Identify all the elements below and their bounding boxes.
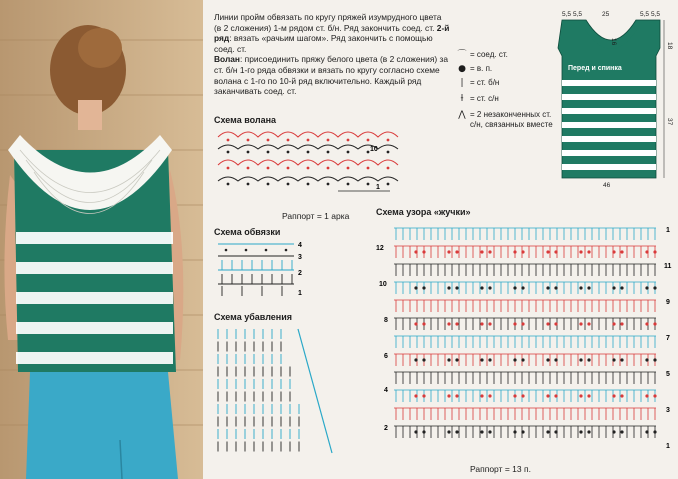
chain-dot [513,286,516,289]
chain-dot [521,358,524,361]
chain-dot [653,250,656,253]
chain-dot [645,358,648,361]
schematic-label: Перед и спинка [568,65,622,72]
chain-dot [447,394,450,397]
volan-chart-drawing [214,127,404,195]
chain-dot [612,358,615,361]
chain-dot [480,430,483,433]
zhuchki-chart-drawing [376,220,676,460]
chain-dot [554,358,557,361]
zhuchki-left-row-6: 6 [384,353,388,360]
chain-dot [554,394,557,397]
zhuchki-rapport: Раппорт = 13 п. [470,464,531,474]
chain-dot [488,250,491,253]
chain-dot [579,250,582,253]
chain-dot [447,322,450,325]
chain-dot [620,430,623,433]
chain-dot [414,430,417,433]
zhuchki-left-row-4: 4 [384,387,388,394]
dim-body-height: 37 [666,118,673,126]
chain-dot [521,394,524,397]
chain-dot [455,394,458,397]
chain-dot [645,430,648,433]
chain-dot [513,322,516,325]
double-crochet-icon: ƚ [460,94,464,104]
zhuchki-title: Схема узора «жучки» [376,207,471,217]
chain-dot [480,322,483,325]
volan-chart [214,127,404,195]
ubavlenie-chart [214,325,336,455]
volan-title: Схема волана [214,115,277,125]
zhuchki-right-row-11: 11 [664,263,672,270]
zhuchki-chart [376,220,676,460]
chain-dot [422,322,425,325]
zhuchki-right-row-7: 7 [666,335,670,342]
legend-row: ⋀ = 2 незаконченных ст. с/н, связанных вместе [454,110,558,130]
single-crochet-icon: | [460,78,464,88]
chain-dot [579,394,582,397]
chain-dot [480,394,483,397]
chain-dot [653,322,656,325]
dim-top-5: 5,5 [651,11,661,18]
chain-dot [513,250,516,253]
chain-dot [455,286,458,289]
obvyazka-title: Схема обвязки [214,227,281,237]
dim-top-1: 5,5 [562,11,572,18]
chain-dot [455,358,458,361]
chain-dot [414,286,417,289]
chain-dot [488,358,491,361]
chain-dot [612,286,615,289]
chain-dot [422,250,425,253]
garment-schematic [556,8,676,188]
chain-dot [546,358,549,361]
obvyazka-row-3: 3 [298,254,302,261]
chain-dot [645,250,648,253]
chain-dot [480,358,483,361]
chain-dot [645,394,648,397]
chain-dot [653,358,656,361]
chain-dot [521,430,524,433]
chain-dot [612,394,615,397]
chain-dot [480,250,483,253]
chain-dot [521,250,524,253]
chain-dot [455,250,458,253]
chain-dot [546,430,549,433]
zhuchki-right-row-9: 9 [666,299,670,306]
chain-dot [653,394,656,397]
obvyazka-row-2: 2 [298,270,302,277]
chain-dot [554,286,557,289]
dim-top-2: 5,5 [573,11,583,18]
ubavlenie-chart-drawing [214,325,336,455]
chain-dot [513,394,516,397]
zhuchki-left-row-2: 2 [384,425,388,432]
chain-dot [620,250,623,253]
chain-dot [579,358,582,361]
dim-neck-depth: 16 [610,38,617,46]
chain-dot [612,430,615,433]
zhuchki-right-row-1: 1 [666,443,670,450]
chain-dot [513,358,516,361]
chain-dot [447,250,450,253]
legend-row: ● = в. п. [454,64,558,74]
instructions-paragraph-1: Линии пройм обвязать по кругу пряжей изумрудного цвета (в 2 сложения) 1-м рядом ст. б/н. Ряд закончить соед. ст. 2-й ряд: вязать «рачьим шагом». Ряд закончить с помощью соед. ст. [214,12,450,54]
chain-dot [414,358,417,361]
model-photo-illustration [0,0,203,479]
schematic-drawing [556,8,676,188]
chain-dot [620,358,623,361]
obvyazka-chart [214,240,306,298]
chain-dot [645,322,648,325]
chain-dot [620,322,623,325]
volan-row-10: 10 [370,146,378,153]
chain-dot [546,250,549,253]
chain-dot [414,250,417,253]
chain-dot [488,430,491,433]
chain-dot [480,286,483,289]
chain-dot [620,394,623,397]
chain-dot [488,394,491,397]
volan-row-1: 1 [376,184,380,191]
obvyazka-chart-drawing [214,240,306,298]
chain-dot [546,322,549,325]
chain-dot [587,394,590,397]
chain-dot [620,286,623,289]
chain-dot [521,322,524,325]
chain-dot [612,250,615,253]
zhuchki-left-row-8: 8 [384,317,388,324]
chain-dot [521,286,524,289]
chain-dot [422,430,425,433]
chain-dot [422,286,425,289]
chain-dot [488,322,491,325]
chain-dot [447,286,450,289]
chain-dot [612,322,615,325]
chain-dot [587,322,590,325]
chain-dot [455,430,458,433]
legend-row: ⌒ = соед. ст. [454,50,558,60]
chain-dot [414,322,417,325]
chain-dot [645,286,648,289]
chain-dot [488,286,491,289]
chain-dot [546,286,549,289]
slip-stitch-icon: ⌒ [457,50,467,60]
chain-dot [447,430,450,433]
chain-dot [587,430,590,433]
chain-dot [554,250,557,253]
obvyazka-row-1: 1 [298,290,302,297]
dc2tog-icon: ⋀ [458,110,466,120]
chain-icon: ● [458,64,466,74]
chain-dot [579,430,582,433]
zhuchki-left-row-10: 10 [379,281,387,288]
chain-dot [447,358,450,361]
chain-dot [546,394,549,397]
instructions-text [214,12,450,97]
model-photo [0,0,203,479]
dim-armhole: 18 [666,42,673,50]
chain-dot [455,322,458,325]
dim-top-4: 5,5 [640,11,650,18]
dim-width: 46 [603,182,611,188]
instructions-paragraph-2: Волан: присоединить пряжу белого цвета (в 2 сложения) за ст. б/н 1-го ряда обвязки и вязать по кругу согласно схеме волана с 1-го по 10-й ряд включительно. Каждый ряд заканчивать соед. ст. [214,54,449,97]
zhuchki-right-row-3: 3 [666,407,670,414]
dim-top-3: 25 [602,11,610,18]
chain-dot [422,358,425,361]
chain-dot [579,322,582,325]
chain-dot [554,430,557,433]
chain-dot [587,286,590,289]
chain-dot [513,430,516,433]
chain-dot [587,250,590,253]
ubavlenie-title: Схема убавления [214,312,293,322]
chain-dot [554,322,557,325]
chain-dot [422,394,425,397]
symbol-legend [454,50,558,134]
zhuchki-right-row-5: 5 [666,371,670,378]
chain-dot [587,358,590,361]
chain-dot [579,286,582,289]
zhuchki-right-row-1-top: 1 [666,227,670,234]
obvyazka-row-4: 4 [298,242,302,249]
legend-row: | = ст. б/н [454,78,558,88]
legend-row: ƚ = ст. с/н [454,94,558,104]
chain-dot [653,286,656,289]
zhuchki-left-row-12: 12 [376,245,384,252]
volan-rapport: Раппорт = 1 арка [282,211,350,221]
chain-dot [414,394,417,397]
chain-dot [653,430,656,433]
